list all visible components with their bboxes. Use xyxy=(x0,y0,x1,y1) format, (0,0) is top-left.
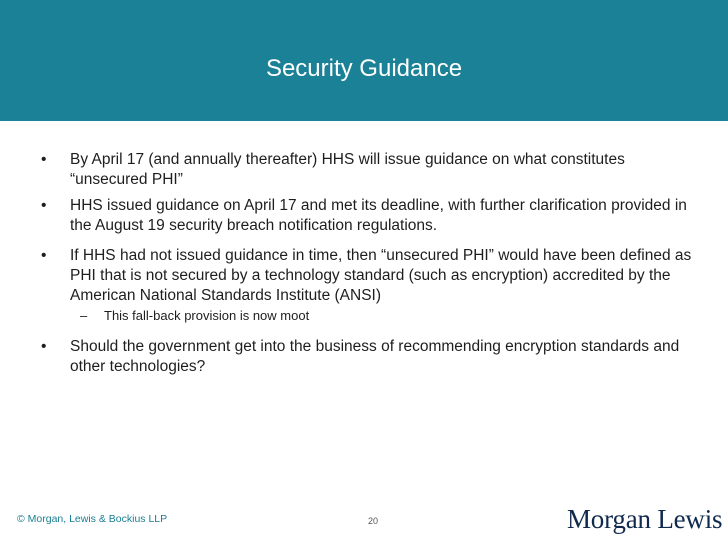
bullet-marker: • xyxy=(41,338,47,355)
bullet-3 xyxy=(41,246,695,306)
title-band xyxy=(0,0,728,121)
sub-bullet-1 xyxy=(80,307,684,325)
bullet-text: HHS issued guidance on April 17 and met its deadline, with further clarification provided in the August 19 security breach notification regulations. xyxy=(70,197,687,234)
bullet-marker: • xyxy=(41,151,47,168)
sub-bullet-marker: – xyxy=(80,308,88,323)
bullet-text: By April 17 (and annually thereafter) HHS will issue guidance on what constitutes “unsecured PHI” xyxy=(70,151,625,188)
sub-bullet-text: This fall-back provision is now moot xyxy=(104,308,310,323)
bullet-text: If HHS had not issued guidance in time, then “unsecured PHI” would have been defined as PHI that is not secured by a technology standard (such as encryption) accredited by the American National Standards Institute (ANSI) xyxy=(70,247,692,304)
slide-title: Security Guidance xyxy=(265,55,463,82)
bullet-4 xyxy=(41,337,695,377)
bullet-marker: • xyxy=(41,197,47,214)
footer-copyright: © Morgan, Lewis & Bockius LLP xyxy=(17,513,168,525)
bullet-2 xyxy=(41,196,695,236)
bullet-text: Should the government get into the business of recommending encryption standards and other technologies? xyxy=(70,338,680,375)
bullet-1 xyxy=(41,150,695,190)
bullet-marker: • xyxy=(41,247,47,264)
morgan-lewis-logo: Morgan Lewis xyxy=(567,504,723,534)
page-number: 20 xyxy=(368,516,379,526)
